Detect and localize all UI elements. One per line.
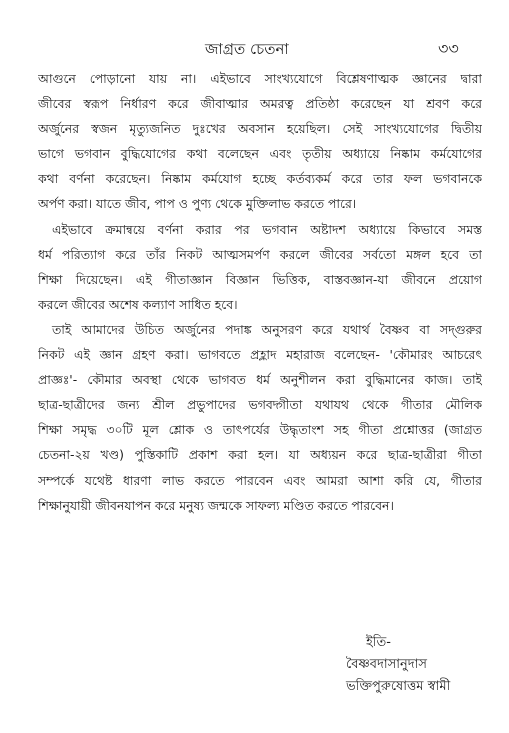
text-line: ধর্ম পরিত্যাগ করে তাঁর নিকট আত্মসমর্পণ করলে জীবের সর্বতো মঙ্গল হবে তা [38, 246, 482, 262]
text-line: কথা বর্ণনা করেছেন। নিষ্কাম কর্মযোগ হচ্ছে কর্তব্যকর্ম করে তার ফল ভগবানকে [38, 171, 482, 187]
text-line: প্রাজ্ঞঃ'- কৌমার অবস্থা থেকে ভাগবত ধর্ম অনুশীলন করা বুদ্ধিমানের কাজ। তাই [38, 372, 482, 388]
text-line: এইভাবে ক্রমান্বয়ে বর্ণনা করার পর ভগবান অষ্টাদশ অধ্যায়ে কিভাবে সমস্ত [52, 221, 482, 237]
signature-line-2: ভক্তিপুরুষোত্তম স্বামী [346, 679, 451, 694]
text-line: শিক্ষা সমৃদ্ধ ৩০টি মূল শ্লোক ও তাৎপর্যের উদ্ধৃতাংশ সহ গীতা প্রশ্নোত্তর (জাগ্রত [38, 422, 482, 438]
signature-closing: ইতি- [366, 635, 391, 650]
text-line: তাই আমাদের উচিত অর্জুনের পদাঙ্ক অনুসরণ করে যথার্থ বৈষ্ণব বা সদ্গুরুর [52, 321, 482, 337]
page-header [0, 38, 509, 62]
text-line: করলে জীবের অশেষ কল্যাণ সাধিত হবে। [38, 296, 238, 312]
text-line: অর্জুনের স্বজন মৃত্যুজনিত দুঃখের অবসান হয়েছিল। সেই সাংখ্যযোগের দ্বিতীয় [38, 121, 482, 137]
text-line: নিকট এই জ্ঞান গ্রহণ করা। ভাগবতে প্রহ্লাদ মহারাজ বলেছেন- 'কৌমারং আচরেৎ [38, 347, 482, 363]
text-line: ভাগে ভগবান বুদ্ধিযোগের কথা বলেছেন এবং তৃতীয় অধ্যায়ে নিষ্কাম কর্মযোগের [38, 146, 482, 162]
text-line: অর্পণ করা। যাতে জীব, পাপ ও পুণ্য থেকে মুক্তিলাভ করতে পারে। [38, 196, 357, 212]
text-line: জীবের স্বরূপ নির্ধারণ করে জীবাত্মার অমরত্ব প্রতিষ্ঠা করেছেন যা শ্রবণ করে [38, 96, 482, 112]
text-line: আগুনে পোড়ানো যায় না। এইভাবে সাংখ্যযোগে বিশ্লেষণাত্মক জ্ঞানের দ্বারা [38, 71, 482, 86]
text-line: শিক্ষানুযায়ী জীবনযাপন করে মনুষ্য জন্মকে সাফল্য মণ্ডিত করতে পারবেন। [38, 497, 394, 513]
body-text [38, 66, 482, 518]
page-number: ৩৩ [438, 39, 459, 58]
text-line: চেতনা-২য় খণ্ড) পুস্তিকাটি প্রকাশ করা হল। যা অধ্যয়ন করে ছাত্র-ছাত্রীরা গীতা [38, 447, 482, 463]
text-line: ছাত্র-ছাত্রীদের জন্য শ্রীল প্রভুপাদের ভগবদ্গীতা যথাযথ থেকে গীতার মৌলিক [38, 397, 482, 413]
text-line: সম্পর্কে যথেষ্ট ধারণা লাভ করতে পারবেন এবং আমরা আশা করি যে, গীতার [38, 472, 482, 488]
text-line: শিক্ষা দিয়েছেন। এই গীতাজ্ঞান বিজ্ঞান ভিত্তিক, বাস্তবজ্ঞান-যা জীবনে প্রয়োগ [38, 271, 482, 287]
running-title: জাগ্রত চেতনা [205, 40, 289, 58]
signature-line-1: বৈষ্ণবদাসানুদাস [346, 657, 427, 672]
signature-block [346, 632, 496, 698]
